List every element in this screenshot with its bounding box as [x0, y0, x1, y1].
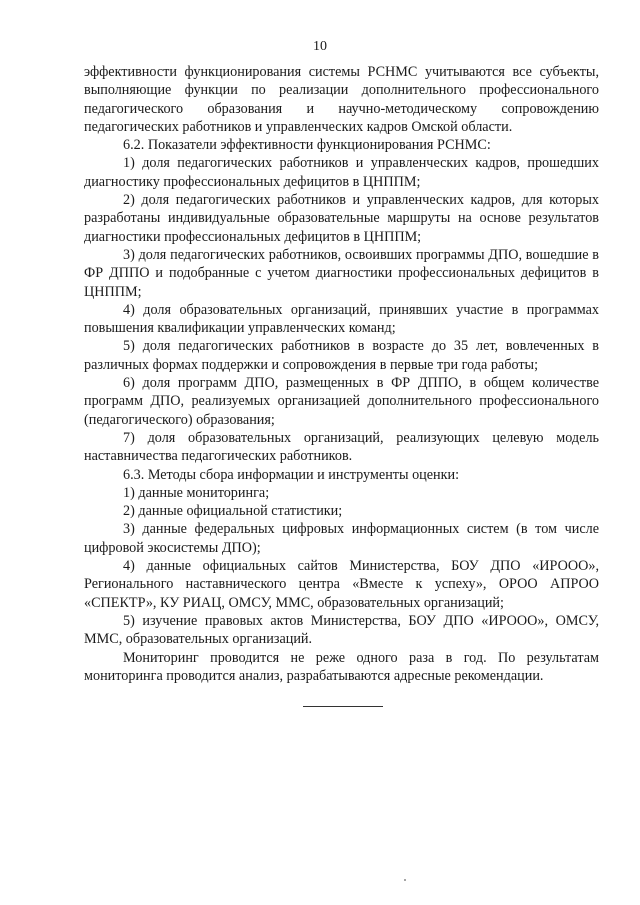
section-heading-6-2: 6.2. Показатели эффективности функционирования РСНМС:: [123, 137, 491, 154]
method-item-3: 3) данные федеральных цифровых информационных систем (в том числе цифровой экосистемы ДПО);: [84, 521, 599, 556]
indicator-item-5: 5) доля педагогических работников в возрасте до 35 лет, вовлеченных в различных формах поддержки и сопровождения в первые три года работы;: [84, 338, 599, 373]
indicator-item-6: 6) доля программ ДПО, размещенных в ФР ДППО, в общем количестве программ ДПО, реализуемых организацией дополнительного профессионального (педагогического) образования;: [84, 375, 599, 428]
method-item-1: 1) данные мониторинга;: [123, 484, 270, 501]
scan-speck: [404, 879, 406, 881]
monitoring-paragraph: Мониторинг проводится не реже одного раза в год. По результатам мониторинга проводится анализ, разрабатываются адресные рекомендации.: [84, 649, 599, 684]
indicator-item-4: 4) доля образовательных организаций, принявших участие в программах повышения квалификации управленческих команд;: [84, 301, 599, 337]
page-number: 10: [313, 39, 327, 54]
method-item-5: 5) изучение правовых актов Министерства, БОУ ДПО «ИРООО», ОМСУ, ММС, образовательных организаций.: [84, 612, 599, 648]
method-item-4: 4) данные официальных сайтов Министерства, БОУ ДПО «ИРООО», Регионального наставнического центра «Вместе к успеху», ОРОО АПРОО «СПЕКТР», КУ РИАЦ, ОМСУ, ММС, образовательных организаций;: [84, 558, 599, 611]
indicator-item-1: 1) доля педагогических работников и управленческих кадров, прошедших диагностику профессиональных дефицитов в ЦНППМ;: [84, 155, 599, 190]
method-item-2: 2) данные официальной статистики;: [123, 503, 343, 520]
indicator-item-2: 2) доля педагогических работников и управленческих кадров, для которых разработаны индивидуальные образовательные маршруты на основе результатов диагностики профессиональных дефицитов в ЦНППМ;: [84, 192, 599, 245]
paragraph-continuation: эффективности функционирования системы РСНМС учитываются все субъекты, выполняющие функции по реализации дополнительного профессионального педагогического образования и научно-методическому сопровождению педагогических работников и управленческих кадров Омской области.: [84, 64, 599, 135]
end-divider-line: [303, 706, 383, 707]
section-heading-6-3: 6.3. Методы сбора информации и инструменты оценки:: [123, 466, 460, 483]
indicator-item-3: 3) доля педагогических работников, освоивших программы ДПО, вошедшие в ФР ДППО и подобранные с учетом диагностики профессиональных дефицитов в ЦНППМ;: [84, 246, 599, 300]
indicator-item-7: 7) доля образовательных организаций, реализующих целевую модель наставничества педагогических работников.: [84, 429, 599, 465]
document-body: [84, 63, 599, 685]
